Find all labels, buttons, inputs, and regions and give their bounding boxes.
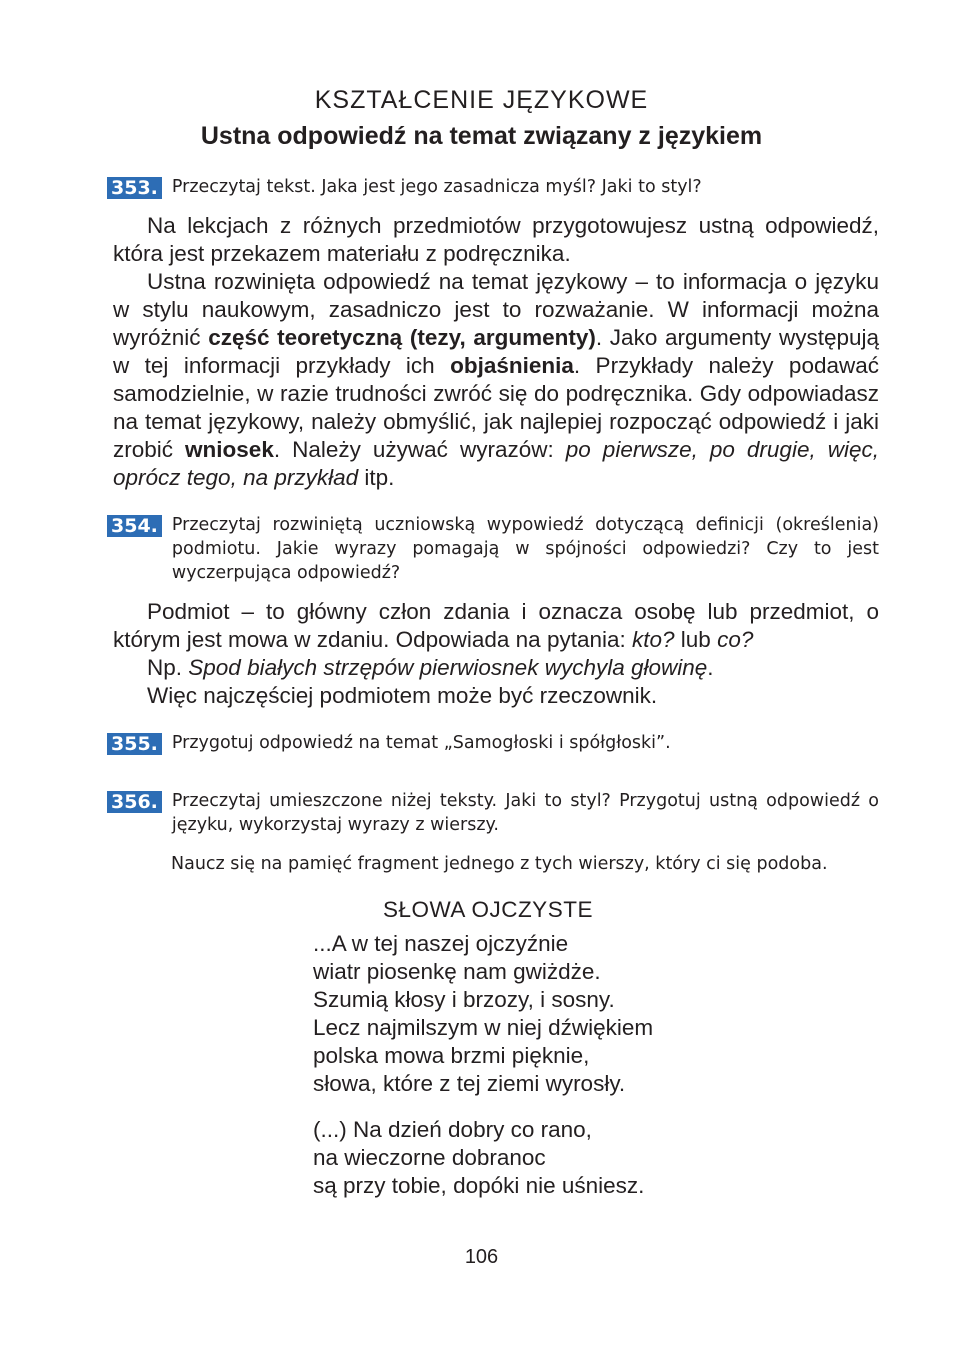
poem-line: ...A w tej naszej ojczyźnie xyxy=(313,931,569,956)
poem-line: wiatr piosenkę nam gwiżdże. xyxy=(313,959,601,984)
exercise-note: Naucz się na pamięć fragment jednego z tych wierszy, który ci się podoba. xyxy=(171,854,828,874)
exercise-353-text xyxy=(113,212,879,492)
italic-phrase: co? xyxy=(717,627,754,652)
text-run: Ustna rozwinięta odpowiedź na temat językowy – to informacja o języku w stylu naukowym, zasadniczo jest to rozważanie. W informacji można wyróżnić xyxy=(113,269,879,350)
paragraph xyxy=(113,268,879,492)
text-run: Np. xyxy=(147,655,189,680)
poem-line: słowa, które z tej ziemi wyrosły. xyxy=(313,1071,626,1096)
italic-phrase: Spod białych strzępów pierwiosnek wychyla głowinę xyxy=(188,655,708,680)
paragraph: Więc najczęściej podmiotem może być rzeczownik. xyxy=(147,683,658,708)
exercise-task: Przeczytaj rozwiniętą uczniowską wypowiedź dotyczącą definicji (określenia) podmiotu. Jakie wyrazy pomagają w spójności odpowiedzi? Czy to jest wyczerpująca odpowiedź? xyxy=(171,515,879,583)
poem-line: są przy tobie, dopóki nie uśniesz. xyxy=(313,1173,645,1198)
poem-line: polska mowa brzmi pięknie, xyxy=(313,1043,590,1068)
poem-title: SŁOWA OJCZYSTE xyxy=(383,897,593,922)
text-run: . Jako argumenty występują w tej informacji przykłady ich xyxy=(113,325,880,378)
text-run: . Przykłady należy podawać samodzielnie, w razie trudności zwróć się do podręcznika. Gdy odpowiadasz na temat językowy, należy obmyślić, jak najlepiej rozpocząć odpowiedź i jaki zrobić xyxy=(113,353,879,462)
page-number: 106 xyxy=(464,1246,499,1268)
text-run: Podmiot – to główny człon zdania i oznacza osobę lub przedmiot, o którym jest mowa w zdaniu. Odpowiada na pytania: xyxy=(113,599,879,652)
exercise-number-badge: 355. xyxy=(107,733,162,755)
text-run: itp. xyxy=(358,465,395,490)
exercise-354 xyxy=(107,513,879,585)
exercise-task: Przygotuj odpowiedź na temat „Samogłoski i spółgłoski”. xyxy=(171,733,671,753)
paragraph: Na lekcjach z różnych przedmiotów przygotowujesz ustną odpowiedź, która jest przekazem materiału z podręcznika. xyxy=(113,213,879,266)
lesson-title: Ustna odpowiedź na temat związany z językiem xyxy=(200,122,763,150)
poem-stanza-1 xyxy=(313,930,873,1098)
poem-line: Szumią kłosy i brzozy, i sosny. xyxy=(313,987,615,1012)
bold-term: objaśnienia xyxy=(450,353,574,378)
exercise-number-badge: 354. xyxy=(107,515,162,537)
italic-phrase: kto? xyxy=(632,627,675,652)
exercise-355 xyxy=(107,731,879,755)
exercise-number-badge: 356. xyxy=(107,791,162,813)
poem-line: Lecz najmilszym w niej dźwiękiem xyxy=(313,1015,654,1040)
section-heading: KSZTAŁCENIE JĘZYKOWE xyxy=(314,86,649,114)
poem-line: (...) Na dzień dobry co rano, xyxy=(313,1117,592,1142)
poem-line: na wieczorne dobranoc xyxy=(313,1145,546,1170)
bold-term: część teoretyczną (tezy, argumenty) xyxy=(208,325,596,350)
italic-phrase: po pierwsze, po drugie, więc, oprócz tego, na przykład xyxy=(113,437,879,490)
exercise-task: Przeczytaj umieszczone niżej teksty. Jaki to styl? Przygotuj ustną odpowiedź o języku, wykorzystaj wyrazy z wierszy. xyxy=(171,791,879,835)
exercise-356 xyxy=(107,789,879,837)
exercise-task: Przeczytaj tekst. Jaka jest jego zasadnicza myśl? Jaki to styl? xyxy=(171,177,702,197)
paragraph xyxy=(113,654,879,682)
bold-term: wniosek xyxy=(185,437,274,462)
text-run: lub xyxy=(674,627,718,652)
exercise-354-text xyxy=(113,598,879,710)
paragraph xyxy=(113,598,879,654)
text-run: . Należy używać wyrazów: xyxy=(273,437,566,462)
text-run: . xyxy=(707,655,714,680)
exercise-number-badge: 353. xyxy=(107,177,162,199)
poem-stanza-2 xyxy=(313,1116,873,1200)
exercise-353 xyxy=(107,175,879,199)
